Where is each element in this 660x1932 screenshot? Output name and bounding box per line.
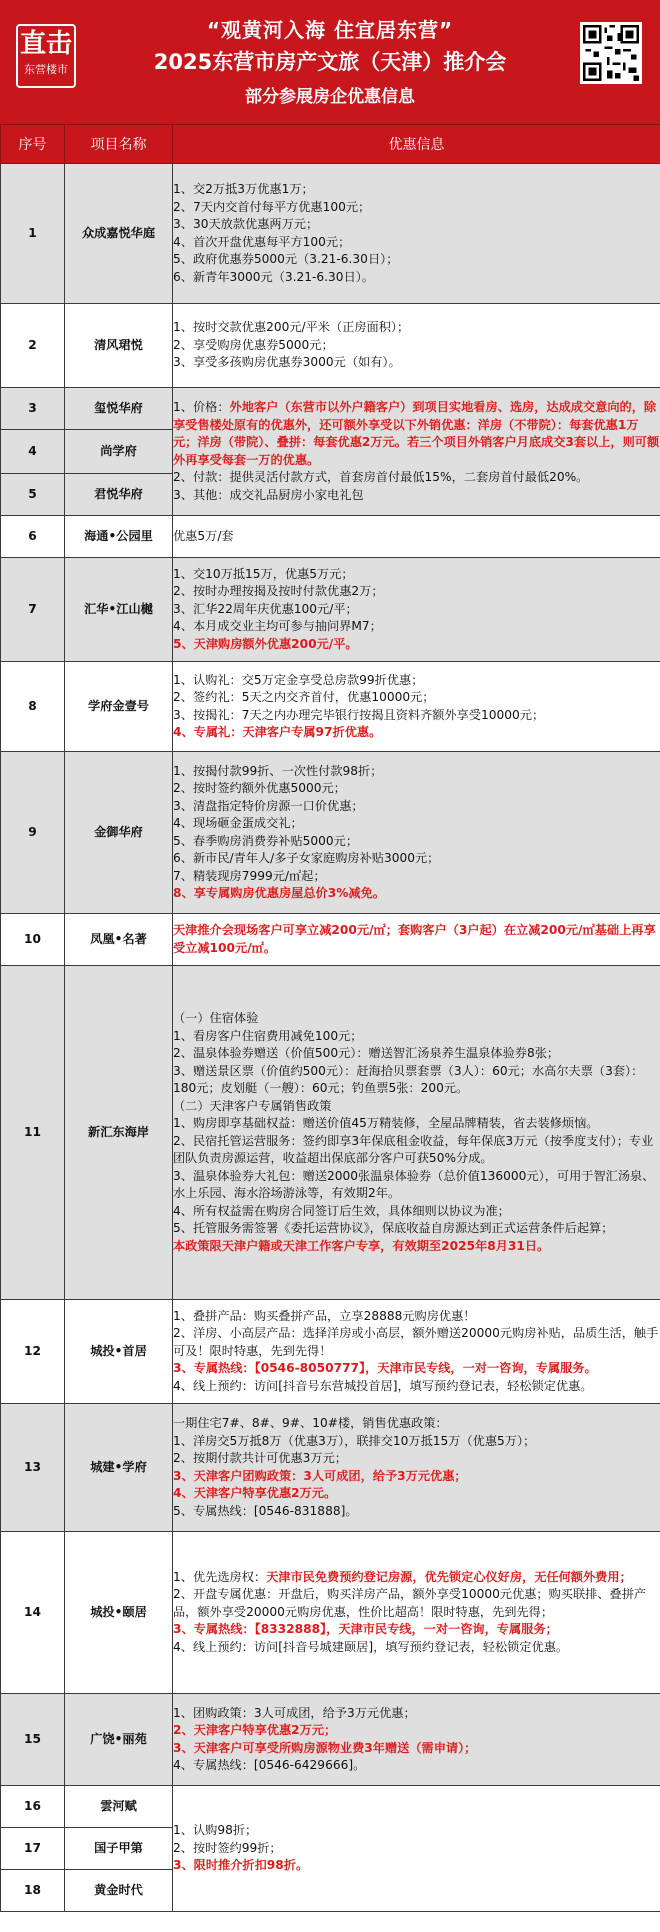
offer-info (173, 662, 660, 752)
offer-highlight: 外地客户（东营市以外户籍客户）到项目实地看房、选房，达成成交意向的，除享受售楼处原有的优惠外，还可额外享受以下外销优惠：洋房（不带院）：每套优惠1万元；洋房（带院）、叠拼：每套优惠2万元。若三个项目外销客户月底成交3套以上，则可额外再享受每套一万的优惠。 (173, 400, 660, 467)
offer-line-highlight: 3、天津客户团购政策：3人可成团，给予3万元优惠； (173, 1468, 467, 1483)
offer-line: 4、线上预约：访问[抖音号东营城投首居]，填写预约登记表，轻松锁定优惠。 (173, 1378, 593, 1393)
offer-line: 2、按期付款共计可优惠3万元； (173, 1451, 347, 1465)
table-row (1, 388, 660, 430)
offer-line: 2、按时办理按揭及按时付款优惠2万； (173, 584, 384, 599)
col-header-offers: 优惠信息 (173, 125, 660, 164)
offer-info (173, 164, 660, 304)
offer-line: 1、购房即享基础权益：赠送价值45万精装修，全屋品牌精装，省去装修烦恼。 (173, 1116, 599, 1130)
offer-line-highlight: 4、天津客户特享优惠2万元。 (173, 1486, 337, 1500)
project-name: 海通•公园里 (65, 516, 173, 558)
offer-info (173, 1300, 660, 1404)
row-number: 16 (1, 1786, 65, 1828)
offer-line-highlight: 天津推介会现场客户可享立减200元/㎡；套购客户（3户起）在立减200元/㎡基础上再享受立减100元/㎡。 (173, 923, 656, 955)
sheet-subtitle: 部分参展房企优惠信息 (245, 87, 415, 107)
offer-info (173, 1694, 660, 1786)
col-header-project: 项目名称 (65, 125, 173, 164)
row-number: 13 (1, 1404, 65, 1532)
offer-line: 4、现场砸金蛋成交礼； (173, 816, 303, 830)
row-number: 10 (1, 914, 65, 966)
offer-line: 1、洋房交5万抵8万（优惠3万），联排交10万抵15万（优惠5万）； (173, 1433, 536, 1448)
offer-line-highlight: 3、限时推介折扣98折。 (173, 1858, 309, 1873)
offer-line: 一期住宅7#、8#、9#、10#楼，销售优惠政策： (173, 1416, 448, 1430)
logo-main-text: 直击 (19, 29, 72, 59)
row-number: 9 (1, 752, 65, 914)
offer-line: 3、清盘指定特价房源一口价优惠； (173, 798, 364, 813)
offer-line: 1、按揭付款99折、一次性付款98折； (173, 763, 383, 778)
table-row (1, 966, 660, 1300)
project-name: 城投•首居 (65, 1300, 173, 1404)
offer-info (173, 914, 660, 966)
offer-line: 1、认购礼：交5万定金享受总房款99折优惠； (173, 672, 424, 687)
project-name: 学府金壹号 (65, 662, 173, 752)
offer-line: 优惠5万/套 (173, 528, 234, 543)
table-row (1, 1694, 660, 1786)
offer-line: 3、其他：成交礼品厨房小家电礼包 (173, 487, 364, 502)
header-banner (0, 0, 660, 124)
project-name: 城投•颐居 (65, 1532, 173, 1694)
project-name: 黄金时代 (65, 1870, 173, 1912)
offer-line-highlight: 5、天津购房额外优惠200元/平。 (173, 636, 358, 651)
offer-line: 3、汇华22周年庆优惠100元/平； (173, 601, 358, 616)
offer-line-highlight: 3、专属热线：【8332888】，天津市民专线，一对一咨询，专属服务； (173, 1622, 558, 1637)
project-name: 凤凰•名著 (65, 914, 173, 966)
offer-line: 2、付款：提供灵活付款方式，首套房首付最低15%，二套房首付最低20%。 (173, 470, 589, 484)
row-number: 2 (1, 304, 65, 388)
offer-line: 2、签约礼：5天之内交齐首付，优惠10000元； (173, 690, 435, 704)
row-number: 12 (1, 1300, 65, 1404)
offer-info (173, 558, 660, 662)
offer-section-heading: （二）天津客户专属销售政策 (173, 1098, 332, 1113)
table-row (1, 516, 660, 558)
offer-line: 3、赠送景区票（价值约500元）：赶海拾贝票套票（3人）：60元；水高尔夫票（3套）：180元；皮划艇（一艘）：60元；钓鱼票5张：200元。 (173, 1063, 644, 1095)
table-header-row (1, 125, 660, 164)
offer-info (173, 966, 660, 1300)
offer-line: 1、交2万抵3万优惠1万； (173, 182, 314, 196)
offer-line: 4、本月成交业主均可参与抽问界M7； (173, 619, 382, 634)
table-row (1, 1786, 660, 1828)
table-row (1, 1404, 660, 1532)
col-header-number: 序号 (1, 125, 65, 164)
row-number: 4 (1, 430, 65, 474)
project-name: 尚学府 (65, 430, 173, 474)
offer-line: 4、专属热线：[0546-6429666]。 (173, 1758, 366, 1772)
project-name: 清风珺悦 (65, 304, 173, 388)
offer-section-heading: （一）住宿体验 (173, 1011, 259, 1025)
offer-info (173, 1532, 660, 1694)
logo-sub-text: 东营楼市 (24, 63, 68, 76)
table-row (1, 1300, 660, 1404)
row-number: 3 (1, 388, 65, 430)
project-name: 金御华府 (65, 752, 173, 914)
table-row (1, 914, 660, 966)
row-number: 17 (1, 1828, 65, 1870)
offer-line: 7、精装现房7999元/㎡起； (173, 868, 326, 883)
project-name: 广饶•丽苑 (65, 1694, 173, 1786)
row-number: 7 (1, 558, 65, 662)
table-row (1, 164, 660, 304)
offer-line: 5、春季购房消费券补贴5000元； (173, 833, 359, 848)
offer-info-shared (173, 1786, 660, 1912)
row-number: 1 (1, 164, 65, 304)
project-name: 君悦华府 (65, 474, 173, 516)
offer-line: 2、按时签约额外优惠5000元； (173, 781, 346, 795)
offer-line: 3、30天放款优惠两万元； (173, 217, 319, 231)
offer-line: 3、温泉体验券大礼包：赠送2000张温泉体验券（总价值136000元），可用于智汇汤泉、水上乐园、海水浴场游泳等，有效期2年。 (173, 1168, 655, 1200)
offer-line-highlight: 2、天津客户特享优惠2万元； (173, 1723, 337, 1737)
offer-info-shared (173, 388, 660, 516)
offer-line: 2、按时签约99折； (173, 1840, 282, 1855)
table-row (1, 752, 660, 914)
offer-line: 2、温泉体验券赠送（价值500元）：赠送智汇汤泉养生温泉体验券8张； (173, 1046, 560, 1060)
table-row (1, 558, 660, 662)
offer-line: 3、按揭礼：7天之内办理完毕银行按揭且资料齐额外享受10000元； (173, 707, 545, 722)
row-number: 8 (1, 662, 65, 752)
offer-line: 4、线上预约：访问[抖音号城建颐居]，填写预约登记表，轻松锁定优惠。 (173, 1639, 569, 1654)
offer-line: 2、7天内交首付每平方优惠100元； (173, 199, 371, 214)
event-slogan: “观黄河入海 住宜居东营” (206, 18, 454, 42)
offer-info (173, 516, 660, 558)
offer-info (173, 304, 660, 388)
offer-line-highlight: 8、享专属购房优惠房屋总价3%减免。 (173, 886, 385, 900)
project-name: 雲河赋 (65, 1786, 173, 1828)
offer-info (173, 752, 660, 914)
offer-line-highlight: 3、专属热线：【0546-8050777】，天津市民专线，一对一咨询，专属服务。 (173, 1361, 597, 1376)
offer-highlight: 天津市民免费预约登记房源，优先锁定心仪好房，无任何额外费用； (266, 1569, 632, 1584)
offer-line: 1、价格：外地客户（东营市以外户籍客户）到项目实地看房、选房，达成成交意向的，除享受售楼处原有的优惠外，还可额外享受以下外销优惠：洋房（不带院）：每套优惠1万元；洋房（带院）、叠拼：每套优惠2万元。若三个项目外销客户月底成交3套以上，则可额外再享受每套一万的优惠。 (173, 400, 660, 467)
offer-line: 4、所有权益需在购房合同签订后生效，具体细则以协议为准； (173, 1203, 510, 1218)
offer-line: 2、开盘专属优惠：开盘后，购买洋房产品，额外享受10000元优惠；购买联排、叠拼产品，额外享受20000元购房优惠，性价比超高！限时特惠，先到先得； (173, 1587, 647, 1619)
offer-line: 3、享受多孩购房优惠券3000元（如有）。 (173, 355, 401, 370)
offer-line: 1、叠拼产品：购买叠拼产品，立享28888元购房优惠！ (173, 1308, 476, 1323)
offer-line: 2、享受购房优惠券5000元； (173, 337, 334, 352)
row-number: 5 (1, 474, 65, 516)
project-name: 汇华•江山樾 (65, 558, 173, 662)
offer-line: 2、民宿托管运营服务：签约即享3年保底租金收益，每年保底3万元（按季度支付）；专业团队负责房源运营，收益超出保底部分客户可获50%分成。 (173, 1133, 654, 1165)
offer-line: 1、优先选房权：天津市民免费预约登记房源，优先锁定心仪好房，无任何额外费用； (173, 1569, 632, 1584)
offer-line: 1、看房客户住宿费用减免100元； (173, 1028, 363, 1043)
table-row (1, 1532, 660, 1694)
offer-line: 1、按时交款优惠200元/平米（正房面积）； (173, 320, 410, 335)
offer-line: 5、专属热线：[0546-831888]。 (173, 1503, 358, 1518)
project-name: 国子甲第 (65, 1828, 173, 1870)
offer-line: 6、新市民/青年人/多子女家庭购房补贴3000元； (173, 851, 440, 865)
offer-line: 1、交10万抵15万，优惠5万元； (173, 566, 354, 581)
project-name: 众成嘉悦华庭 (65, 164, 173, 304)
offer-line: 4、首次开盘优惠每平方100元； (173, 234, 351, 249)
offer-line: 5、政府优惠券5000元（3.21-6.30日）； (173, 252, 399, 266)
offer-line-highlight: 3、天津客户可享受所购房源物业费3年赠送（需申请）； (173, 1740, 477, 1755)
offer-info (173, 1404, 660, 1532)
row-number: 15 (1, 1694, 65, 1786)
offer-line: 1、认购98折； (173, 1823, 258, 1838)
offer-line-highlight: 4、专属礼：天津客户专属97折优惠。 (173, 725, 382, 739)
promo-table (0, 124, 660, 1912)
project-name: 新汇东海岸 (65, 966, 173, 1300)
event-title: 2025东营市房产文旅（天津）推介会 (153, 50, 507, 74)
offer-line-highlight: 本政策限天津户籍或天津工作客户专享，有效期至2025年8月31日。 (173, 1238, 550, 1253)
table-row (1, 304, 660, 388)
project-name: 城建•学府 (65, 1404, 173, 1532)
row-number: 18 (1, 1870, 65, 1912)
offer-line: 5、托管服务需签署《委托运营协议》，保底收益自房源达到正式运营条件后起算； (173, 1221, 614, 1235)
offer-line: 2、洋房、小高层产品：选择洋房或小高层，额外赠送20000元购房补贴，品质生活，触手可及！限时特惠，先到先得！ (173, 1326, 659, 1358)
qr-code-icon (580, 22, 642, 84)
table-row (1, 662, 660, 752)
offer-line: 1、团购政策：3人可成团，给予3万元优惠； (173, 1705, 416, 1720)
offer-line: 6、新青年3000元（3.21-6.30日）。 (173, 269, 375, 284)
row-number: 6 (1, 516, 65, 558)
project-name: 玺悦华府 (65, 388, 173, 430)
row-number: 14 (1, 1532, 65, 1694)
row-number: 11 (1, 966, 65, 1300)
